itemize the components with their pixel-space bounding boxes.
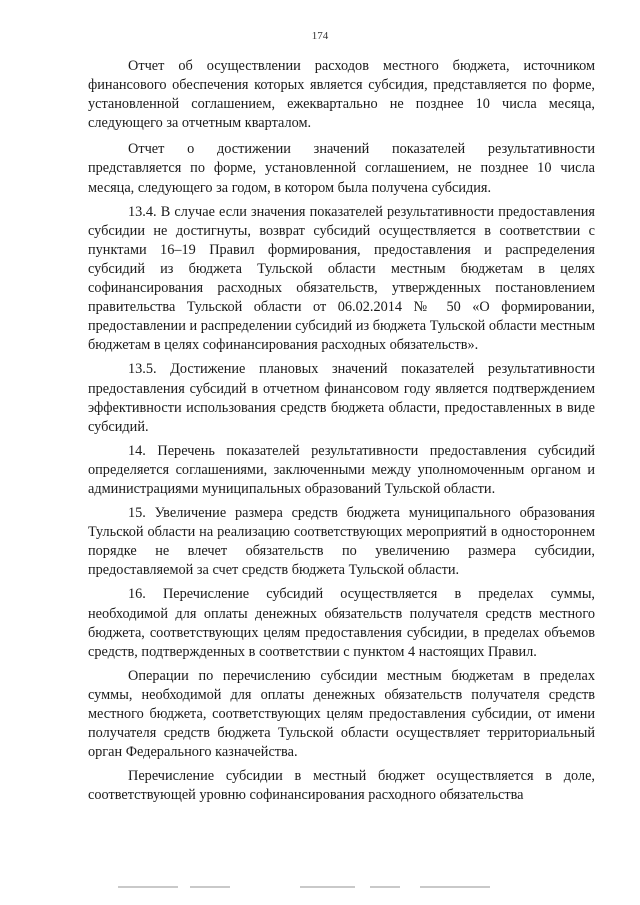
paragraph: 14. Перечень показателей результативности предоставления субсидий определяется соглашениями, заключенными между уполномоченным органом и администрациями муниципальных образований Тульской области. (88, 442, 595, 497)
paragraph: Перечисление субсидии в местный бюджет осуществляется в доле, соответствующей уровню софинансирования расходного обязательства (88, 768, 595, 804)
page-number: 174 (311, 30, 329, 42)
paragraph: Отчет о достижении значений показателей результативности представляется по форме, установленной соглашением, не позднее 10 числа месяца, следующего за годом, в котором была получена субсидия. (88, 141, 595, 196)
paragraph: 15. Увеличение размера средств бюджета муниципального образования Тульской области на реализацию соответствующих мероприятий в одностороннем порядке не влечет обязательств по увеличению размера субсидии, предоставляемой за счет средств бюджета Тульской области. (88, 505, 595, 579)
paragraph: 13.5. Достижение плановых значений показателей результативности предоставления субсидий в отчетном финансовом году является подтверждением эффективности использования средств бюджета области, предоставленных в виде субсидий. (88, 361, 595, 435)
paragraph: 16. Перечисление субсидий осуществляется в пределах суммы, необходимой для оплаты денежных обязательств получателя средств местного бюджета, соответствующих целям предоставления субсидии, в пределах объемов средств, подтвержденных в соответствии с пунктом 4 настоящих Правил. (88, 586, 595, 660)
paragraph: Операции по перечислению субсидии местным бюджетам в пределах суммы, необходимой для оплаты денежных обязательств получателя средств местного бюджета, соответствующих целям предоставления субсидии, от имени получателя средств бюджета Тульской области осуществляет территориальный орган Федерального казначейства. (88, 667, 595, 761)
scan-footer-marks (0, 886, 640, 890)
document-body (88, 57, 595, 810)
paragraph: Отчет об осуществлении расходов местного бюджета, источником финансового обеспечения которых является субсидия, представляется по форме, установленной соглашением, ежеквартально не позднее 10 числа месяца, следующего за отчетным кварталом. (88, 58, 595, 132)
paragraph: 13.4. В случае если значения показателей результативности предоставления субсидии не достигнуты, возврат субсидий осуществляется в соответствии с пунктами 16–19 Правил формирования, предоставления и распределения субсидий из бюджета Тульской области местным бюджетам в целях софинансирования расходных обязательств, утвержденных постановлением правительства Тульской области от 06.02.2014 № 50 «О формировании, предоставлении и распределении субсидий из бюджета Тульской области местным бюджетам в целях софинансирования расходных обязательств». (88, 203, 595, 354)
